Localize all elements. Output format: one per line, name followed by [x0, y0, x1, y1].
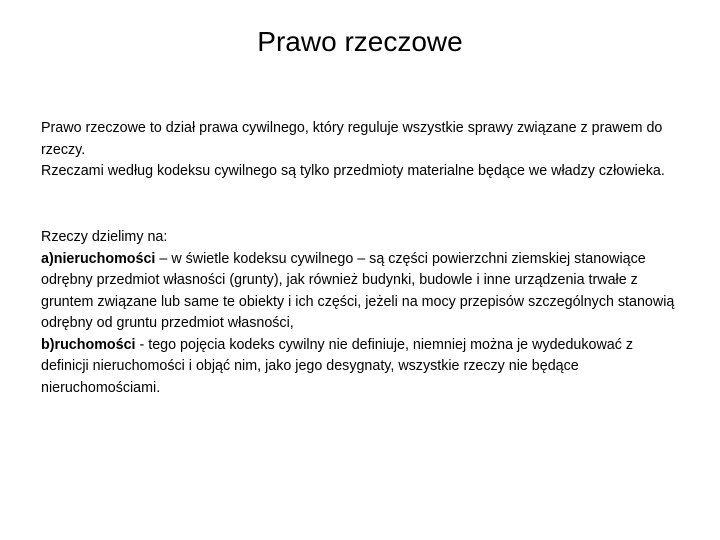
item-a-text: – w świetle kodeksu cywilnego – są części powierzchni ziemskiej stanowiące odrębny przedmiot własności (grunty), jak również budynki, budowle i inne urządzenia trwałe z gruntem związane lub same te obiekty i ich części, jeżeli na mocy przepisów szczególnych stanowią odrębny od gruntu przedmiot własności, [41, 250, 675, 331]
slide-title: Prawo rzeczowe [257, 26, 463, 57]
intro-paragraph [41, 118, 681, 183]
division-heading: Rzeczy dzielimy na: [41, 229, 168, 245]
item-b [41, 337, 633, 396]
intro-line-1: Prawo rzeczowe to dział prawa cywilnego, który reguluje wszystkie sprawy związane z prawem do rzeczy. [41, 120, 663, 158]
item-b-marker: b) [41, 336, 55, 353]
item-b-term: ruchomości [54, 336, 136, 353]
division-paragraph [41, 227, 681, 399]
intro-line-2: Rzeczami według kodeksu cywilnego są tylko przedmioty materialne będące we władzy człowieka. [41, 163, 665, 179]
item-a-term: nieruchomości [53, 250, 156, 267]
item-a-marker: a) [41, 250, 54, 267]
item-b-text: - tego pojęcia kodeks cywilny nie definiuje, niemniej można je wydedukować z definicji nieruchomości i objąć nim, jako jego desygnaty, wszystkie rzeczy nie będące nieruchomościami. [41, 336, 634, 396]
item-a [41, 251, 674, 332]
